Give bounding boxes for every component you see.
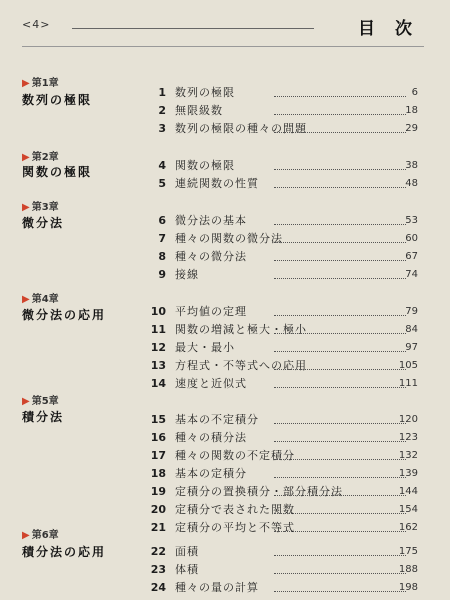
leader-dots (274, 495, 406, 496)
leader-dots (274, 114, 406, 115)
section-title: 数列の極限の種々の問題 (175, 122, 307, 135)
leader-dots (274, 531, 406, 532)
page-ref: 6 (411, 87, 418, 98)
section-number: 4 (158, 159, 166, 172)
toc-entry[interactable] (154, 213, 418, 228)
section-number: 20 (150, 503, 166, 516)
section-title: 基本の定積分 (175, 467, 247, 480)
page-ref: 120 (398, 414, 418, 425)
section-number: 15 (150, 413, 166, 426)
leader-dots (274, 242, 406, 243)
chapter-title: 積分法 (22, 410, 65, 424)
toc-entry[interactable] (154, 85, 418, 100)
section-title: 定積分の置換積分・部分積分法 (175, 485, 343, 498)
chapter-marker (22, 74, 59, 89)
chapter-marker (22, 526, 59, 541)
toc-entry[interactable] (154, 121, 418, 136)
section-number: 1 (158, 86, 166, 99)
page-title: 目次 (358, 19, 432, 39)
chapter-label: 第4章 (31, 294, 59, 305)
toc-entry[interactable] (150, 430, 418, 445)
section-title: 種々の積分法 (175, 431, 247, 444)
triangle-marker-icon: ▶ (22, 78, 30, 89)
page-ref: 79 (405, 306, 418, 317)
toc-entry[interactable] (150, 580, 418, 595)
triangle-marker-icon: ▶ (22, 294, 30, 305)
leader-dots (274, 441, 406, 442)
page-ref: 48 (405, 178, 418, 189)
section-title: 接線 (175, 268, 199, 281)
leader-dots (274, 132, 406, 133)
section-number: 11 (150, 323, 166, 336)
section-number: 17 (150, 449, 166, 462)
leader-dots (274, 555, 406, 556)
section-number: 16 (150, 431, 166, 444)
chapter-title: 微分法 (22, 216, 65, 230)
leader-dots (274, 591, 406, 592)
leader-dots (274, 423, 406, 424)
section-number: 6 (158, 214, 166, 227)
leader-dots (274, 315, 406, 316)
section-title: 微分法の基本 (175, 214, 247, 227)
section-title: 種々の微分法 (175, 250, 247, 263)
toc-entry[interactable] (150, 376, 418, 391)
toc-entry[interactable] (150, 466, 418, 481)
triangle-marker-icon: ▶ (22, 152, 30, 163)
section-title: 平均値の定理 (175, 305, 247, 318)
leader-dots (274, 459, 406, 460)
leader-dots (274, 369, 406, 370)
section-number: 19 (150, 485, 166, 498)
leader-dots (274, 96, 406, 97)
section-number: 24 (150, 581, 166, 594)
chapter-title: 関数の極限 (22, 165, 93, 179)
toc-entry[interactable] (150, 322, 418, 337)
toc-entry[interactable] (154, 231, 418, 246)
leader-dots (274, 169, 406, 170)
section-number: 3 (158, 122, 166, 135)
section-number: 12 (150, 341, 166, 354)
toc-entry[interactable] (150, 358, 418, 373)
chapter-label: 第5章 (31, 396, 59, 407)
section-number: 10 (150, 305, 166, 318)
header-underline (22, 46, 424, 47)
page-ref: 154 (398, 504, 418, 515)
chapter-marker (22, 290, 59, 305)
section-title: 連続関数の性質 (175, 177, 259, 190)
page-ref: 144 (398, 486, 418, 497)
section-title: 関数の増減と極大・極小 (175, 323, 307, 336)
toc-entry[interactable] (150, 304, 418, 319)
page-ref: 67 (405, 251, 418, 262)
leader-dots (274, 573, 406, 574)
toc-entry[interactable] (150, 340, 418, 355)
section-title: 方程式・不等式への応用 (175, 359, 307, 372)
toc-entry[interactable] (154, 158, 418, 173)
page-ref: 53 (405, 215, 418, 226)
toc-entry[interactable] (150, 544, 418, 559)
section-number: 8 (158, 250, 166, 263)
section-title: 関数の極限 (175, 159, 235, 172)
page-ref: 74 (405, 269, 418, 280)
chapter-marker (22, 148, 59, 163)
chapter-marker (22, 198, 59, 213)
page-ref: 97 (405, 342, 418, 353)
page-ref: 132 (398, 450, 418, 461)
chapter-label: 第1章 (31, 78, 59, 89)
page-ref: 38 (405, 160, 418, 171)
chapter-label: 第3章 (31, 202, 59, 213)
triangle-marker-icon: ▶ (22, 202, 30, 213)
leader-dots (274, 387, 406, 388)
triangle-marker-icon: ▶ (22, 396, 30, 407)
page-ref: 29 (405, 123, 418, 134)
section-number: 5 (158, 177, 166, 190)
toc-entry[interactable] (150, 562, 418, 577)
chapter-title: 積分法の応用 (22, 545, 107, 559)
section-title: 種々の量の計算 (175, 581, 259, 594)
section-title: 数列の極限 (175, 86, 235, 99)
toc-entry[interactable] (150, 412, 418, 427)
toc-entry[interactable] (150, 484, 418, 499)
section-number: 2 (158, 104, 166, 117)
section-number: 18 (150, 467, 166, 480)
toc-entry[interactable] (154, 103, 418, 118)
leader-dots (274, 477, 406, 478)
section-title: 種々の関数の不定積分 (175, 449, 295, 462)
section-title: 定積分の平均と不等式 (175, 521, 295, 534)
toc-entry[interactable] (154, 267, 418, 282)
page-ref: 105 (398, 360, 418, 371)
chapter-marker (22, 392, 59, 407)
section-number: 9 (158, 268, 166, 281)
section-number: 21 (150, 521, 166, 534)
leader-dots (274, 187, 406, 188)
section-title: 無限級数 (175, 104, 223, 117)
triangle-marker-icon: ▶ (22, 530, 30, 541)
page-ref: 175 (398, 546, 418, 557)
leader-dots (274, 224, 406, 225)
page-ref: 162 (398, 522, 418, 533)
page-header (22, 14, 432, 40)
section-title: 体積 (175, 563, 199, 576)
leader-dots (274, 333, 406, 334)
toc-entry[interactable] (150, 448, 418, 463)
page-ref: 18 (405, 105, 418, 116)
section-title: 基本の不定積分 (175, 413, 259, 426)
toc-entry[interactable] (154, 176, 418, 191)
header-rule (72, 28, 314, 29)
leader-dots (274, 278, 406, 279)
section-title: 定積分で表された関数 (175, 503, 295, 516)
section-number: 7 (158, 232, 166, 245)
leader-dots (274, 260, 406, 261)
toc-entry[interactable] (154, 249, 418, 264)
page-ref: 198 (398, 582, 418, 593)
leader-dots (274, 351, 406, 352)
chapter-label: 第2章 (31, 152, 59, 163)
toc-entry[interactable] (150, 520, 418, 535)
chapter-label: 第6章 (31, 530, 59, 541)
section-title: 種々の関数の微分法 (175, 232, 283, 245)
page-number: <4> (22, 18, 51, 31)
chapter-title: 微分法の応用 (22, 308, 107, 322)
page-ref: 60 (405, 233, 418, 244)
page-ref: 111 (398, 378, 418, 389)
section-number: 23 (150, 563, 166, 576)
section-number: 14 (150, 377, 166, 390)
page-ref: 188 (398, 564, 418, 575)
toc-entry[interactable] (150, 502, 418, 517)
page-ref: 123 (398, 432, 418, 443)
section-number: 22 (150, 545, 166, 558)
section-title: 最大・最小 (175, 341, 235, 354)
section-title: 面積 (175, 545, 199, 558)
section-title: 速度と近似式 (175, 377, 247, 390)
page-ref: 84 (405, 324, 418, 335)
leader-dots (274, 513, 406, 514)
page-ref: 139 (398, 468, 418, 479)
section-number: 13 (150, 359, 166, 372)
chapter-title: 数列の極限 (22, 93, 93, 107)
